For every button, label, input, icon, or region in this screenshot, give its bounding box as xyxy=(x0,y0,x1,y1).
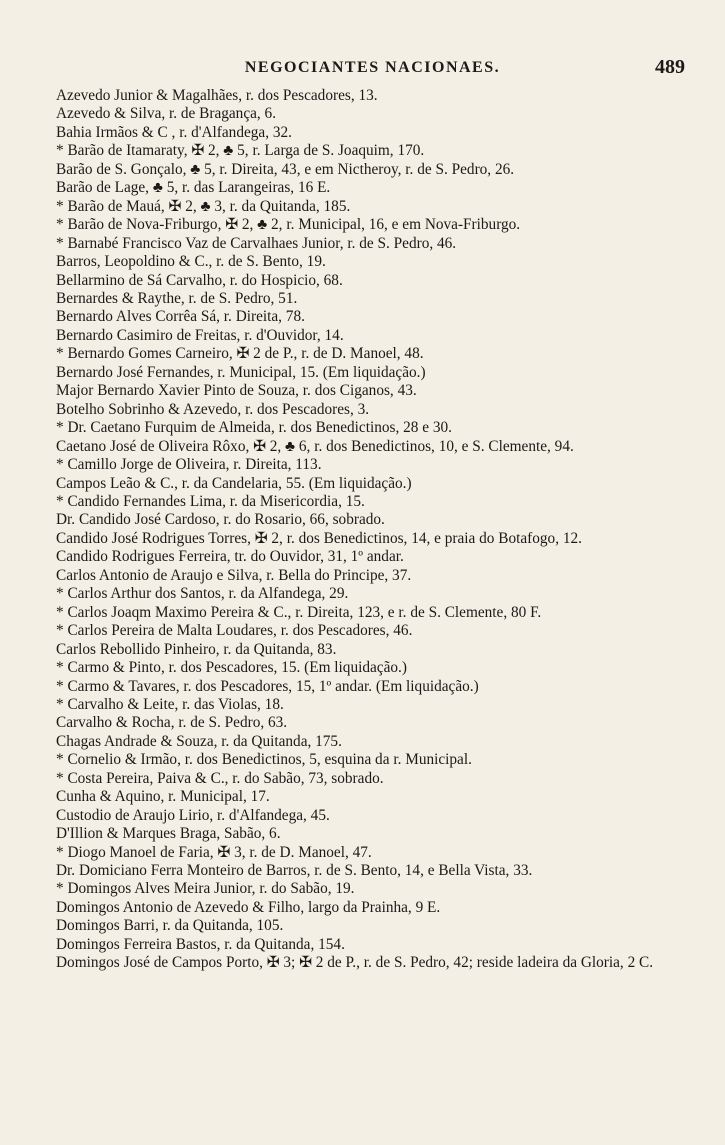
list-item: * Carlos Arthur dos Santos, r. da Alfandega, 29. xyxy=(56,585,349,603)
list-item: Cunha & Aquino, r. Municipal, 17. xyxy=(56,788,270,806)
list-item: Campos Leão & C., r. da Candelaria, 55. (Em liquidação.) xyxy=(56,474,412,492)
list-item: * Barnabé Francisco Vaz de Carvalhaes Junior, r. de S. Pedro, 46. xyxy=(56,234,457,252)
list-item: Bellarmino de Sá Carvalho, r. do Hospicio, 68. xyxy=(56,271,343,289)
list-item: Bernardo José Fernandes, r. Municipal, 15. (Em liquidação.) xyxy=(56,363,426,381)
section-title: NEGOCIANTES NACIONAES. xyxy=(244,59,501,76)
list-item: * Dr. Caetano Furquim de Almeida, r. dos Benedictinos, 28 e 30. xyxy=(56,419,452,437)
list-item: Bernardes & Raythe, r. de S. Pedro, 51. xyxy=(56,289,298,307)
list-item: Domingos Barri, r. da Quitanda, 105. xyxy=(56,917,284,935)
list-item: Candido José Rodrigues Torres, ✠ 2, r. dos Benedictinos, 14, e praia do Botafogo, 12. xyxy=(56,529,582,547)
list-item: Custodio de Araujo Lirio, r. d'Alfandega, 45. xyxy=(56,806,330,824)
list-item: Azevedo & Silva, r. de Bragança, 6. xyxy=(56,105,277,123)
list-item: Candido Rodrigues Ferreira, tr. do Ouvidor, 31, 1º andar. xyxy=(56,548,404,566)
list-item: Bernardo Casimiro de Freitas, r. d'Ouvidor, 14. xyxy=(56,326,344,344)
list-item: * Costa Pereira, Paiva & C., r. do Sabão, 73, sobrado. xyxy=(56,769,384,787)
list-item: Carvalho & Rocha, r. de S. Pedro, 63. xyxy=(56,714,288,732)
list-item: Bernardo Alves Corrêa Sá, r. Direita, 78. xyxy=(56,308,305,326)
list-item: Bahia Irmãos & C , r. d'Alfandega, 32. xyxy=(56,123,292,141)
list-item: Caetano José de Oliveira Rôxo, ✠ 2, ♣ 6, r. dos Benedictinos, 10, e S. Clemente, 94. xyxy=(56,437,574,455)
page-header xyxy=(60,56,685,80)
list-item: Barros, Leopoldino & C., r. de S. Bento, 19. xyxy=(56,253,326,271)
list-item: * Domingos Alves Meira Junior, r. do Sabão, 19. xyxy=(56,880,355,898)
list-item: Domingos José de Campos Porto, ✠ 3; ✠ 2 de P., r. de S. Pedro, 42; reside ladeira da Gloria, 2 C. xyxy=(56,954,654,972)
list-item: Barão de S. Gonçalo, ♣ 5, r. Direita, 43, e em Nictheroy, r. de S. Pedro, 26. xyxy=(56,160,515,178)
list-item: Domingos Antonio de Azevedo & Filho, largo da Prainha, 9 E. xyxy=(56,898,441,916)
page-number: 489 xyxy=(655,56,685,78)
list-item: Chagas Andrade & Souza, r. da Quitanda, 175. xyxy=(56,732,342,750)
list-item: Botelho Sobrinho & Azevedo, r. dos Pescadores, 3. xyxy=(56,400,370,418)
list-item: Carlos Rebollido Pinheiro, r. da Quitanda, 83. xyxy=(56,640,337,658)
list-item: * Carlos Pereira de Malta Loudares, r. dos Pescadores, 46. xyxy=(56,622,413,640)
list-item: * Barão de Itamaraty, ✠ 2, ♣ 5, r. Larga de S. Joaquim, 170. xyxy=(56,142,425,160)
list-item: * Carmo & Tavares, r. dos Pescadores, 15, 1º andar. (Em liquidação.) xyxy=(56,677,479,695)
list-item: * Barão de Nova-Friburgo, ✠ 2, ♣ 2, r. Municipal, 16, e em Nova-Friburgo. xyxy=(56,216,521,234)
list-item: Azevedo Junior & Magalhães, r. dos Pescadores, 13. xyxy=(56,87,378,104)
list-item: Dr. Candido José Cardoso, r. do Rosario, 66, sobrado. xyxy=(56,511,385,529)
list-item: Domingos Ferreira Bastos, r. da Quitanda, 154. xyxy=(56,935,345,953)
list-item: Major Bernardo Xavier Pinto de Souza, r. dos Ciganos, 43. xyxy=(56,382,417,400)
list-item: * Carmo & Pinto, r. dos Pescadores, 15. (Em liquidação.) xyxy=(56,659,407,677)
merchant-list xyxy=(56,87,686,973)
list-item: D'Illion & Marques Braga, Sabão, 6. xyxy=(56,825,281,843)
list-item: * Barão de Mauá, ✠ 2, ♣ 3, r. da Quitanda, 185. xyxy=(56,197,351,215)
list-item: Barão de Lage, ♣ 5, r. das Larangeiras, 16 E. xyxy=(56,179,331,197)
list-item: * Bernardo Gomes Carneiro, ✠ 2 de P., r. de D. Manoel, 48. xyxy=(56,345,424,363)
list-item: * Camillo Jorge de Oliveira, r. Direita, 113. xyxy=(56,456,322,474)
list-item: * Carvalho & Leite, r. das Violas, 18. xyxy=(56,695,284,713)
list-item: Dr. Domiciano Ferra Monteiro de Barros, r. de S. Bento, 14, e Bella Vista, 33. xyxy=(56,862,533,880)
list-item: * Carlos Joaqm Maximo Pereira & C., r. Direita, 123, e r. de S. Clemente, 80 F. xyxy=(56,603,542,621)
list-item: * Cornelio & Irmão, r. dos Benedictinos, 5, esquina da r. Municipal. xyxy=(56,751,472,769)
list-item: Carlos Antonio de Araujo e Silva, r. Bella do Principe, 37. xyxy=(56,566,412,584)
list-item: * Candido Fernandes Lima, r. da Misericordia, 15. xyxy=(56,492,365,510)
list-item: * Diogo Manoel de Faria, ✠ 3, r. de D. Manoel, 47. xyxy=(56,843,372,861)
